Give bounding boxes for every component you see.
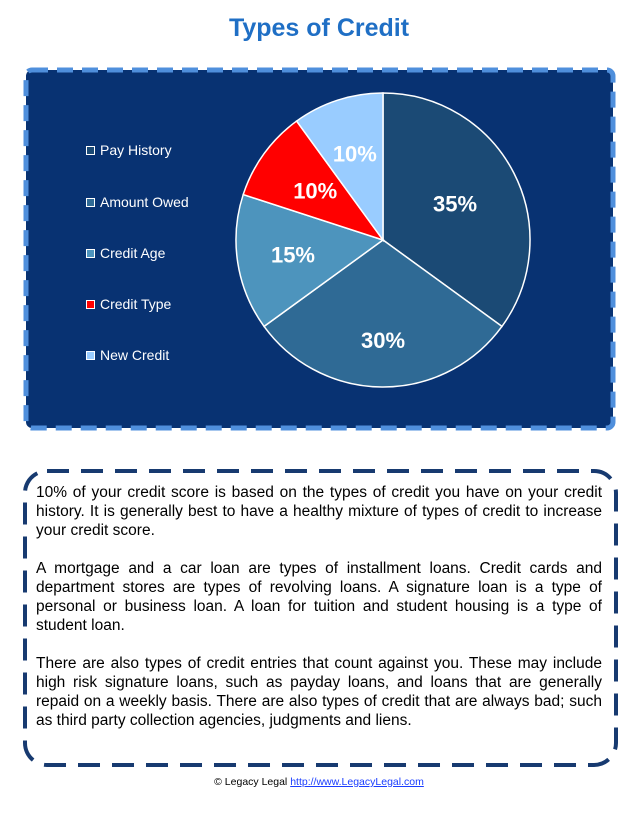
legend-label: Credit Age [100,245,166,261]
legend-label: Pay History [100,142,172,158]
paragraph-2: A mortgage and a car loan are types of installment loans. Credit cards and department stores are types of revolving loans. A signature loan is a type of personal or business loan. A loan for tuition and student housing is a type of student loan. [36,560,602,634]
pie-data-label: 10% [293,178,338,204]
footer-link[interactable]: http://www.LegacyLegal.com [290,776,424,788]
legend-swatch [86,198,95,207]
text-content [36,483,602,749]
pie-data-label: 10% [332,141,377,167]
page-title: Types of Credit [228,14,410,42]
legend-item-amount-owed [86,192,246,212]
footer [0,776,638,788]
pie-data-label: 15% [270,242,316,268]
legend-item-new-credit [86,345,246,365]
footer-copyright: © Legacy Legal [214,776,288,788]
pie-data-label: 30% [360,327,406,353]
legend-swatch [86,351,95,360]
legend-label: New Credit [100,347,170,363]
paragraph-1: 10% of your credit score is based on the types of credit you have on your credit history. It is generally best to have a healthy mixture of types of credit to increase your credit score. [36,484,602,539]
legend-swatch [86,249,95,258]
legend-item-credit-type [86,294,246,314]
legend-item-credit-age [86,243,246,263]
legend-item-pay-history [86,140,246,160]
pie-data-label: 35% [433,191,478,217]
legend-swatch [86,300,95,309]
legend-label: Credit Type [100,296,172,312]
legend-swatch [86,146,95,155]
paragraph-3: There are also types of credit entries that count against you. These may include high risk signature loans, such as payday loans, and loans that are generally repaid on a weekly basis. There are also types of credit that are always bad; such as third party collection agencies, judgments and liens. [36,655,602,729]
legend-label: Amount Owed [100,194,189,210]
